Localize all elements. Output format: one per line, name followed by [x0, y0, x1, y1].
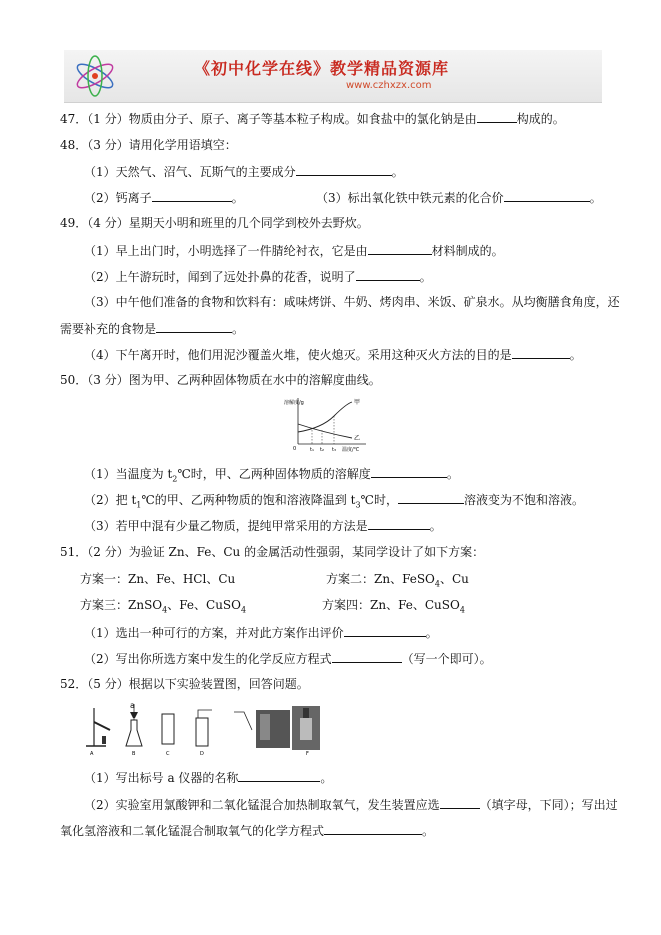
label-e: E — [260, 751, 264, 757]
period: 。 — [419, 270, 432, 284]
curve-yi — [298, 424, 352, 438]
q50-sub-2 — [84, 491, 584, 513]
answer-blank[interactable] — [504, 189, 590, 202]
plan-4-text: 方案四：Zn、Fe、CuSO — [322, 598, 460, 612]
answer-blank[interactable] — [344, 624, 426, 637]
q49-s2-text: （2）上午游玩时，闻到了远处扑鼻的花香，说明了 — [84, 270, 356, 284]
question-49: 49．（4 分）星期天小明和班里的几个同学到校外去野炊。 — [60, 216, 369, 230]
q52-s1-text: （1）写出标号 a 仪器的名称 — [84, 771, 239, 785]
period: 。 — [391, 165, 404, 179]
apparatus-b — [126, 704, 142, 746]
solubility-curve-figure — [282, 394, 372, 458]
plan-2-text: 方案二：Zn、FeSO — [326, 572, 435, 586]
q48-s3-text: （3）标出氧化铁中铁元素的化合价 — [316, 191, 504, 205]
curve-jia-label: 甲 — [354, 399, 361, 406]
answer-blank[interactable] — [398, 491, 464, 504]
answer-blank[interactable] — [324, 822, 422, 835]
curve-yi-label: 乙 — [354, 435, 361, 442]
q50-s2-tail: 溶液变为不饱和溶液。 — [463, 493, 584, 507]
question-52: 52．（5 分）根据以下实验装置图，回答问题。 — [60, 677, 309, 691]
answer-blank[interactable] — [296, 163, 392, 176]
question-47 — [60, 110, 565, 127]
question-48: 48．（3 分）请用化学用语填空： — [60, 138, 237, 152]
q51-s2-text: （2）写出你所选方案中发生的化学反应方程式 — [84, 652, 332, 666]
label-f: F — [306, 751, 309, 757]
question-51: 51．（2 分）为验证 Zn、Fe、Cu 的金属活动性强弱，某同学设计了如下方案： — [60, 545, 485, 559]
atom-logo-icon — [70, 52, 120, 100]
answer-blank[interactable] — [440, 796, 480, 809]
q51-s1-text: （1）选出一种可行的方案，并对此方案作出评价 — [84, 626, 344, 640]
q51-s2-tail: （写一个即可）。 — [401, 652, 492, 666]
plan-1: 方案一：Zn、Fe、HCl、Cu — [80, 572, 236, 586]
q50-s2-c: ℃时， — [360, 493, 398, 507]
origin-label: 0 — [293, 446, 297, 452]
period: 。 — [320, 771, 333, 785]
q48-sub-3 — [316, 189, 602, 206]
tick-t1: t₁ — [310, 447, 314, 453]
answer-blank[interactable] — [152, 189, 232, 202]
header-banner — [64, 50, 602, 103]
period: 。 — [429, 519, 442, 533]
apparatus-f — [292, 706, 320, 750]
q49-sub-1 — [84, 242, 504, 259]
label-d: D — [200, 751, 204, 757]
header-url: www.czhxzx.com — [346, 80, 432, 91]
plan-4 — [322, 597, 465, 618]
subscript: 3 — [355, 500, 361, 510]
q50-sub-1 — [84, 465, 459, 487]
q49-sub-3-cont — [60, 320, 244, 337]
apparatus-d — [196, 710, 212, 746]
q50-s2-mid: ℃的甲、乙两种物质的饱和溶液降温到 t — [141, 493, 356, 507]
q48-s1-text: （1）天然气、沼气、瓦斯气的主要成分 — [84, 165, 296, 179]
q49-s1-text: （1）早上出门时，小明选择了一件腈纶衬衣，它是由 — [84, 244, 368, 258]
subscript: 4 — [162, 605, 168, 615]
q49-sub-2 — [84, 268, 432, 285]
header-title: 《初中化学在线》教学精品资源库 — [194, 59, 450, 78]
q51-sub-1 — [84, 624, 438, 641]
q49-s1-tail: 材料制成的。 — [431, 244, 504, 258]
subscript: 2 — [172, 474, 178, 484]
apparatus-e — [234, 710, 290, 748]
y-axis-label: 溶解度/g — [284, 400, 304, 406]
label-a: A — [90, 751, 94, 757]
subscript: 4 — [240, 605, 247, 615]
period: 。 — [569, 348, 582, 362]
q52-sub-1 — [84, 769, 332, 786]
period: 。 — [231, 191, 244, 205]
q50-sub-3 — [84, 517, 442, 534]
q52-sub-2 — [84, 796, 618, 813]
q52-sub-2-cont — [60, 822, 434, 839]
answer-blank[interactable] — [512, 346, 570, 359]
answer-blank[interactable] — [332, 650, 402, 663]
answer-blank[interactable] — [477, 110, 517, 123]
subscript: 4 — [434, 579, 440, 589]
period: 。 — [425, 626, 438, 640]
subscript: 1 — [136, 500, 142, 510]
answer-blank[interactable] — [156, 320, 232, 333]
plan-2-tail: 、Cu — [440, 572, 469, 586]
q47-tail: 构成的。 — [516, 112, 565, 126]
answer-blank[interactable] — [356, 268, 420, 281]
plan-2 — [326, 571, 469, 592]
q50-s2-text: （2）把 t — [84, 493, 137, 507]
period: 。 — [446, 467, 459, 481]
q48-s2-text: （2）钙离子 — [84, 191, 152, 205]
answer-blank[interactable] — [368, 517, 430, 530]
q49-sub-4 — [84, 346, 582, 363]
q51-sub-2 — [84, 650, 492, 667]
answer-blank[interactable] — [371, 465, 447, 478]
curve-jia — [298, 402, 352, 432]
tick-t2: t₂ — [320, 447, 324, 453]
label-b: B — [132, 751, 136, 757]
answer-blank[interactable] — [238, 769, 320, 782]
q50-s3-text: （3）若甲中混有少量乙物质，提纯甲常采用的方法是 — [84, 519, 368, 533]
q49-sub-3: （3）中午他们准备的食物和饮料有：咸味烤饼、牛奶、烤肉串、米饭、矿泉水。从均衡膳食角度，还 — [84, 295, 620, 309]
plan-3-text: 方案三：ZnSO — [80, 598, 163, 612]
answer-blank[interactable] — [368, 242, 432, 255]
q47-text: 47．（1 分）物质由分子、原子、离子等基本粒子构成。如食盐中的氯化钠是由 — [60, 112, 477, 126]
question-50: 50．（3 分）图为甲、乙两种固体物质在水中的溶解度曲线。 — [60, 373, 381, 387]
period: 。 — [232, 322, 245, 336]
label-c: C — [166, 751, 170, 757]
q52-s2c-text: 氧化氢溶液和二氧化锰混合制取氧气的化学方程式 — [60, 824, 325, 838]
apparatus-c — [162, 714, 174, 744]
q50-s1-text: （1）当温度为 t — [84, 467, 173, 481]
q49-s4-text: （4）下午离开时，他们用泥沙覆盖火堆，使火熄灭。采用这种灭火方法的目的是 — [84, 348, 512, 362]
x-axis-label: 温度/℃ — [342, 447, 360, 453]
plan-3-mid: 、Fe、CuSO — [167, 598, 241, 612]
plan-3 — [80, 597, 246, 618]
q48-sub-2 — [84, 189, 244, 206]
q52-s2-text: （2）实验室用氯酸钾和二氧化锰混合加热制取氧气，发生装置应选 — [84, 798, 440, 812]
subscript: 4 — [459, 605, 465, 615]
mark-a: a — [130, 701, 135, 710]
apparatus-figure — [84, 700, 324, 758]
q48-sub-1 — [84, 163, 404, 180]
apparatus-a — [86, 708, 110, 746]
tick-t3: t₃ — [332, 447, 336, 453]
period: 。 — [589, 191, 602, 205]
period: 。 — [422, 824, 435, 838]
q49-s3b-text: 需要补充的食物是 — [60, 322, 157, 336]
q50-s1-tail: ℃时，甲、乙两种固体物质的溶解度 — [177, 467, 371, 481]
q52-s2-tail: （填字母，下同）；写出过 — [479, 798, 618, 812]
